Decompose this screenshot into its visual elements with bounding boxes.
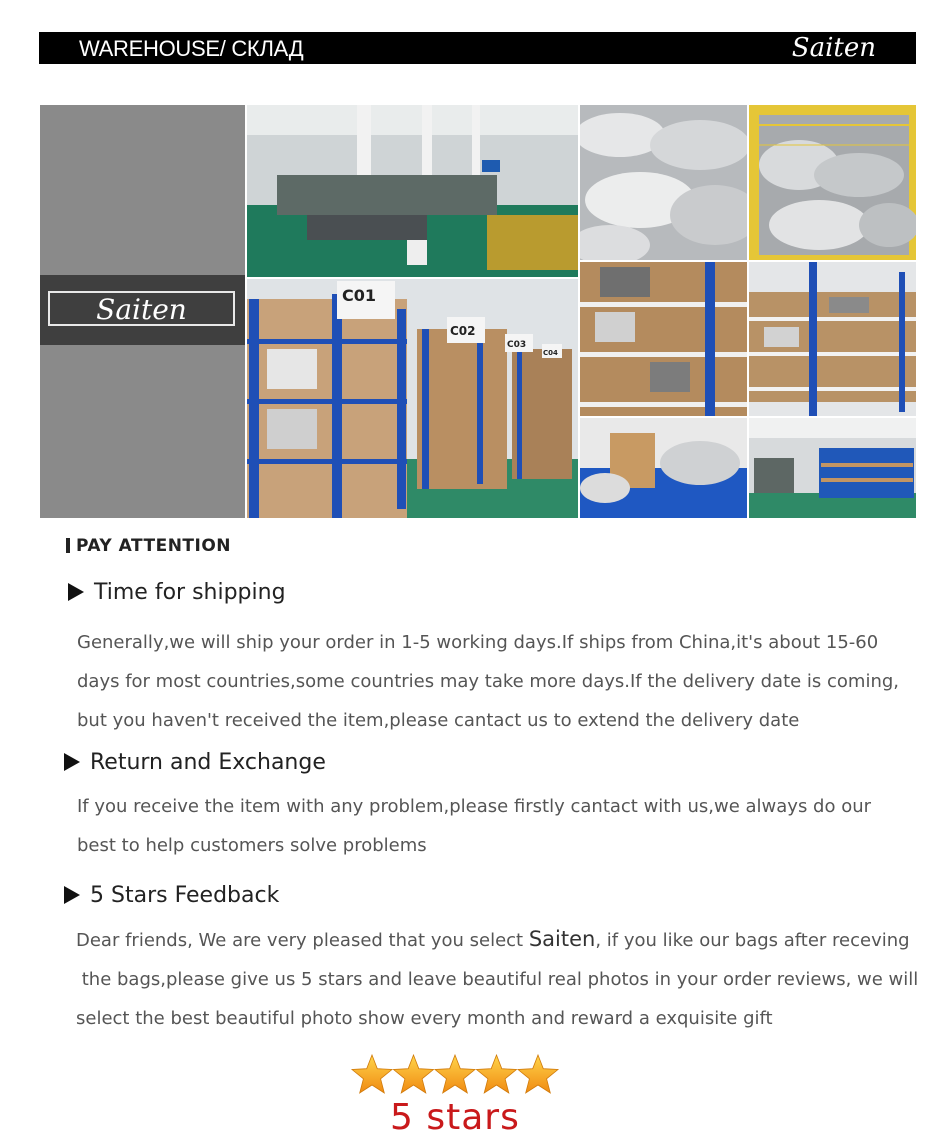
shipping-line: but you haven't received the item,please cantact us to extend the delivery date: [77, 710, 800, 731]
shelf-label-c04: C04: [543, 349, 558, 357]
packing-bin-photo: [580, 418, 747, 518]
five-stars-rating: [350, 1050, 560, 1100]
shelf-label-c03: C03: [507, 340, 527, 350]
header-title: WAREHOUSE/ СКЛАД: [79, 36, 304, 61]
header-brand-logo: Saiten: [791, 33, 876, 63]
feedback-line: [76, 920, 926, 960]
warehouse-aisle-photo: [749, 418, 916, 518]
warehouse-gallery: [40, 105, 916, 518]
warehouse-floor-photo: [247, 105, 578, 277]
feedback-paragraph: [76, 920, 926, 1038]
boxed-shelves-photo: [580, 262, 747, 416]
shelf-rows-photo: [749, 262, 916, 416]
shipping-line: days for most countries,some countries may take more days.If the delivery date is coming,: [77, 671, 900, 692]
feedback-line-start: Dear friends, We are very pleased that you select: [76, 930, 529, 951]
brand-panel: [40, 105, 245, 518]
shipping-line: Generally,we will ship your order in 1-5 working days.If ships from China,it's about 15-60: [77, 632, 879, 653]
star-icon: [352, 1055, 392, 1093]
return-line: best to help customers solve problems: [77, 835, 427, 856]
star-icon: [435, 1055, 475, 1093]
feedback-line: select the best beautiful photo show every month and reward a exquisite gift: [76, 1008, 773, 1029]
header-bar: [39, 32, 916, 64]
brand-name-inline: Saiten: [528, 927, 596, 951]
brand-logo: Saiten: [48, 291, 235, 326]
shelf-label-c02: C02: [450, 324, 476, 338]
shipping-section-title: [68, 580, 286, 605]
star-icon: [477, 1055, 517, 1093]
star-icon: [394, 1055, 434, 1093]
brand-band: [40, 275, 245, 345]
shipping-title: Time for shipping: [94, 580, 286, 605]
mailer-bags-in-cage-photo: [749, 105, 916, 260]
play-arrow-icon: [68, 583, 84, 601]
star-icon: [518, 1055, 558, 1093]
play-arrow-icon: [64, 753, 80, 771]
return-line: If you receive the item with any problem,please firstly cantact with us,we always do our: [77, 796, 872, 817]
feedback-line: the bags,please give us 5 stars and leave beautiful real photos in your order reviews, we will: [76, 969, 919, 990]
feedback-line-end: , if you like our bags after receving: [595, 930, 910, 951]
play-arrow-icon: [64, 886, 80, 904]
grey-mailer-bags-photo: [580, 105, 747, 260]
feedback-section-title: [64, 883, 279, 908]
return-paragraph: [77, 787, 927, 865]
five-stars-label: 5 stars: [390, 1097, 520, 1138]
pay-attention-label: PAY ATTENTION: [76, 536, 232, 556]
shipping-paragraph: [77, 623, 927, 740]
pay-attention-heading: [66, 536, 231, 556]
return-section-title: [64, 750, 326, 775]
warehouse-shelves-photo: [247, 279, 578, 518]
return-title: Return and Exchange: [90, 750, 326, 775]
shelf-label-c01: C01: [342, 286, 377, 305]
feedback-title: 5 Stars Feedback: [90, 883, 280, 908]
